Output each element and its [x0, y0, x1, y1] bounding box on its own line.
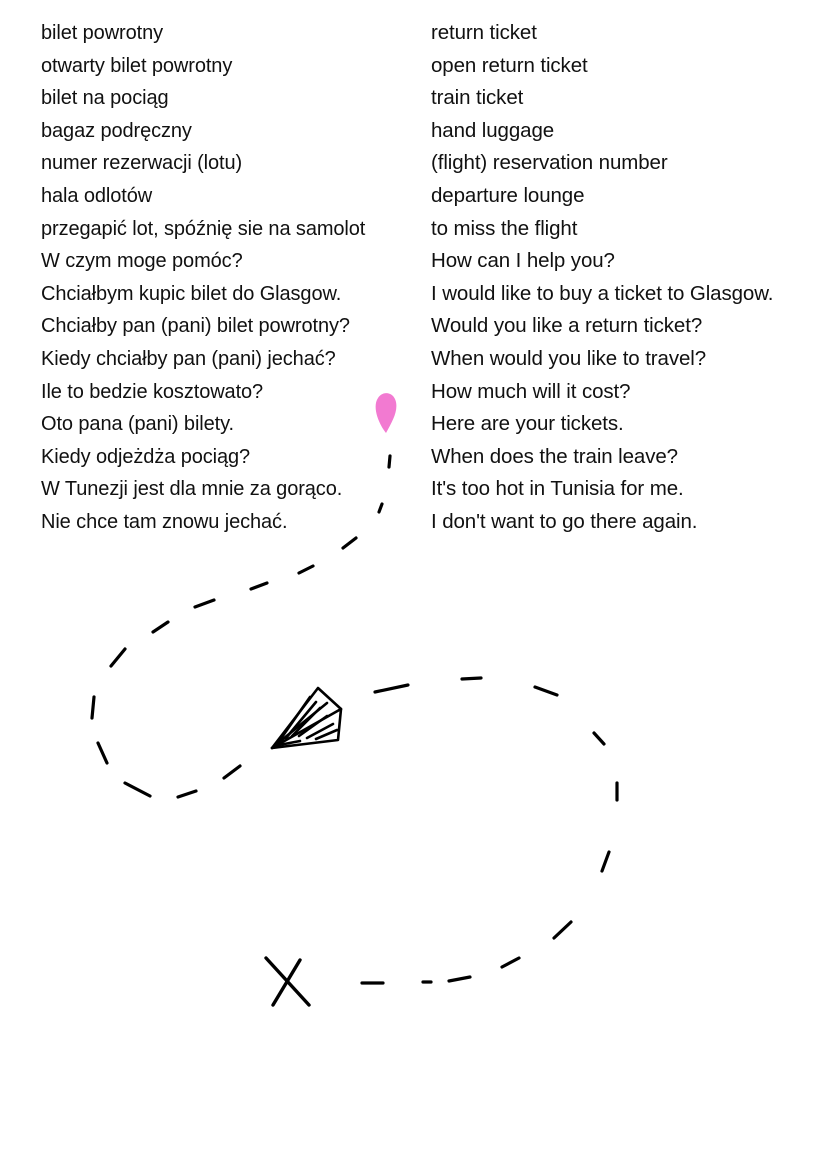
polish-phrase: Chciałby pan (pani) bilet powrotny? [41, 315, 350, 338]
polish-phrase: Nie chce tam znowu jechać. [41, 510, 288, 533]
english-translation: It's too hot in Tunisia for me. [431, 477, 684, 501]
polish-phrase: Oto pana (pani) bilety. [41, 413, 234, 436]
polish-phrase: Kiedy odjeżdża pociąg? [41, 445, 251, 468]
english-translation: (flight) reservation number [431, 151, 668, 175]
english-translation: open return ticket [431, 53, 588, 77]
english-translation: When does the train leave? [431, 444, 678, 468]
english-translation: hand luggage [431, 118, 555, 142]
polish-phrase: Ile to bedzie kosztowato? [41, 380, 264, 403]
english-translation: return ticket [431, 21, 537, 44]
polish-phrase: W czym moge pomóc? [41, 250, 243, 273]
polish-phrase: Chciałbym kupic bilet do Glasgow. [41, 282, 342, 305]
polish-phrase: Kiedy chciałby pan (pani) jechać? [41, 347, 336, 370]
polish-phrase: numer rezerwacji (lotu) [41, 152, 243, 175]
x-mark-icon [266, 958, 309, 1005]
english-translation: to miss the flight [431, 216, 578, 240]
english-translation: Would you like a return ticket? [431, 314, 703, 338]
english-translation: I don't want to go there again. [431, 509, 698, 533]
english-translation: train ticket [431, 86, 524, 110]
english-translation: I would like to buy a ticket to Glasgow. [431, 281, 774, 305]
dashed-route-lower [362, 678, 617, 983]
paper-plane-icon [272, 688, 341, 748]
polish-phrase: bagaz podręczny [41, 119, 192, 142]
polish-phrase: W Tunezji jest dla mnie za gorąco. [41, 478, 343, 501]
polish-phrase: przegapić lot, spóźnię sie na samolot [41, 217, 366, 240]
polish-phrase: otwarty bilet powrotny [41, 54, 233, 77]
dashed-route-upper [92, 456, 390, 797]
polish-phrase: hala odlotów [41, 184, 153, 207]
english-translation: How can I help you? [431, 249, 615, 273]
english-translation: Here are your tickets. [431, 412, 624, 436]
polish-phrase: bilet powrotny [41, 22, 163, 44]
english-translation: How much will it cost? [431, 379, 631, 403]
location-pin-icon [376, 393, 397, 433]
polish-phrase: bilet na pociąg [41, 87, 169, 110]
english-translation: When would you like to travel? [431, 346, 707, 370]
english-translation: departure lounge [431, 183, 585, 207]
